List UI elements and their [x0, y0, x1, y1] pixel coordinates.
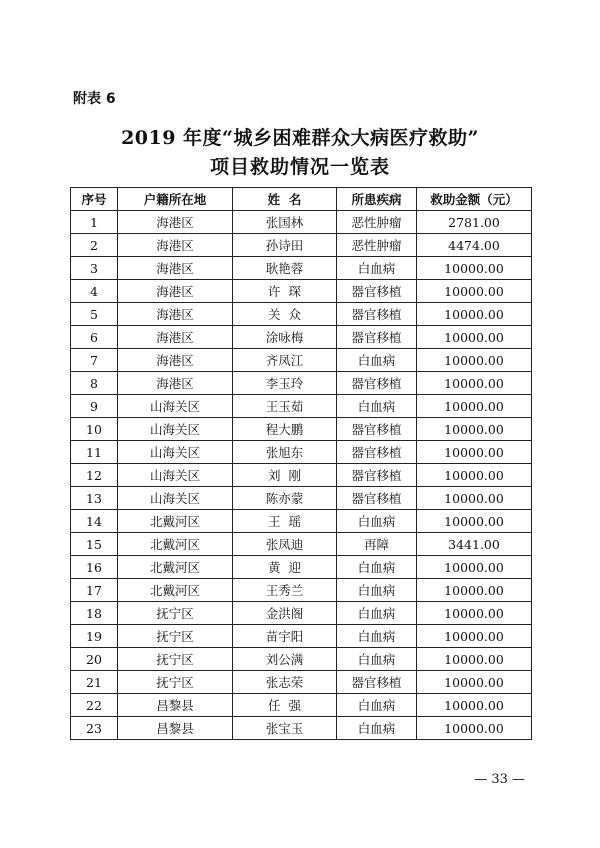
cell-disease: 白血病 [337, 556, 417, 579]
cell-serial-number: 8 [71, 372, 118, 395]
cell-household-registration: 山海关区 [118, 487, 233, 510]
table-row [71, 280, 532, 303]
attachment-label: 附表 6 [73, 91, 116, 107]
table-row [71, 556, 532, 579]
cell-serial-number: 9 [71, 395, 118, 418]
cell-name: 王秀兰 [233, 579, 337, 602]
cell-aid-amount: 10000.00 [417, 694, 532, 717]
cell-disease: 白血病 [337, 648, 417, 671]
cell-name: 许 琛 [233, 280, 337, 303]
cell-aid-amount: 10000.00 [417, 257, 532, 280]
cell-disease: 白血病 [337, 602, 417, 625]
table-row [71, 211, 532, 234]
cell-disease: 器官移植 [337, 441, 417, 464]
cell-name: 张宝玉 [233, 717, 337, 740]
cell-aid-amount: 10000.00 [417, 372, 532, 395]
table-row [71, 326, 532, 349]
cell-household-registration: 抚宁区 [118, 671, 233, 694]
cell-name: 关 众 [233, 303, 337, 326]
cell-serial-number: 1 [71, 211, 118, 234]
cell-household-registration: 昌黎县 [118, 717, 233, 740]
cell-name: 刘公满 [233, 648, 337, 671]
cell-serial-number: 17 [71, 579, 118, 602]
page-number: — 33 — [474, 772, 525, 787]
cell-aid-amount: 10000.00 [417, 510, 532, 533]
cell-household-registration: 山海关区 [118, 441, 233, 464]
cell-disease: 白血病 [337, 257, 417, 280]
cell-aid-amount: 10000.00 [417, 441, 532, 464]
cell-disease: 器官移植 [337, 280, 417, 303]
cell-aid-amount: 10000.00 [417, 395, 532, 418]
cell-serial-number: 10 [71, 418, 118, 441]
header-household-registration: 户籍所在地 [118, 188, 233, 211]
cell-aid-amount: 10000.00 [417, 280, 532, 303]
cell-serial-number: 20 [71, 648, 118, 671]
table-row [71, 648, 532, 671]
cell-disease: 白血病 [337, 395, 417, 418]
cell-household-registration: 北戴河区 [118, 533, 233, 556]
cell-household-registration: 山海关区 [118, 395, 233, 418]
cell-name: 任 强 [233, 694, 337, 717]
cell-name: 陈亦蒙 [233, 487, 337, 510]
cell-aid-amount: 10000.00 [417, 625, 532, 648]
table-row [71, 234, 532, 257]
cell-name: 黄 迎 [233, 556, 337, 579]
document-title-line-2: 项目救助情况一览表 [209, 156, 390, 178]
cell-disease: 再障 [337, 533, 417, 556]
cell-name: 张旭东 [233, 441, 337, 464]
cell-disease: 器官移植 [337, 487, 417, 510]
cell-name: 王 瑶 [233, 510, 337, 533]
table-row [71, 579, 532, 602]
cell-disease: 白血病 [337, 625, 417, 648]
cell-serial-number: 5 [71, 303, 118, 326]
header-aid-amount: 救助金额（元） [417, 188, 532, 211]
cell-name: 张志荣 [233, 671, 337, 694]
cell-household-registration: 海港区 [118, 326, 233, 349]
cell-disease: 器官移植 [337, 326, 417, 349]
cell-disease: 器官移植 [337, 372, 417, 395]
cell-aid-amount: 10000.00 [417, 602, 532, 625]
table-row [71, 487, 532, 510]
cell-household-registration: 海港区 [118, 234, 233, 257]
cell-serial-number: 18 [71, 602, 118, 625]
cell-household-registration: 海港区 [118, 211, 233, 234]
cell-household-registration: 抚宁区 [118, 625, 233, 648]
table-row [71, 464, 532, 487]
cell-disease: 器官移植 [337, 464, 417, 487]
cell-aid-amount: 10000.00 [417, 671, 532, 694]
cell-serial-number: 21 [71, 671, 118, 694]
cell-serial-number: 19 [71, 625, 118, 648]
cell-aid-amount: 10000.00 [417, 326, 532, 349]
cell-disease: 恶性肿瘤 [337, 234, 417, 257]
cell-name: 涂咏梅 [233, 326, 337, 349]
cell-household-registration: 北戴河区 [118, 579, 233, 602]
document-title-line-1: 2019 年度“城乡困难群众大病医疗救助” [121, 127, 479, 149]
cell-serial-number: 3 [71, 257, 118, 280]
cell-disease: 白血病 [337, 717, 417, 740]
table-row [71, 625, 532, 648]
cell-aid-amount: 10000.00 [417, 648, 532, 671]
cell-serial-number: 15 [71, 533, 118, 556]
cell-household-registration: 海港区 [118, 372, 233, 395]
cell-disease: 白血病 [337, 579, 417, 602]
table-row [71, 418, 532, 441]
cell-serial-number: 2 [71, 234, 118, 257]
table-row [71, 533, 532, 556]
cell-disease: 白血病 [337, 510, 417, 533]
cell-name: 金洪阁 [233, 602, 337, 625]
table-row [71, 717, 532, 740]
cell-name: 李玉玲 [233, 372, 337, 395]
table-row [71, 671, 532, 694]
table-row [71, 257, 532, 280]
table-row [71, 395, 532, 418]
cell-household-registration: 北戴河区 [118, 510, 233, 533]
cell-name: 齐凤江 [233, 349, 337, 372]
cell-household-registration: 海港区 [118, 349, 233, 372]
cell-name: 王玉茹 [233, 395, 337, 418]
relief-table [70, 187, 532, 740]
cell-household-registration: 北戴河区 [118, 556, 233, 579]
table-row [71, 602, 532, 625]
header-name: 姓 名 [233, 188, 337, 211]
table-row [71, 349, 532, 372]
cell-disease: 白血病 [337, 349, 417, 372]
cell-aid-amount: 10000.00 [417, 418, 532, 441]
cell-household-registration: 昌黎县 [118, 694, 233, 717]
cell-name: 张凤迪 [233, 533, 337, 556]
cell-household-registration: 抚宁区 [118, 648, 233, 671]
table-row [71, 303, 532, 326]
cell-serial-number: 4 [71, 280, 118, 303]
cell-serial-number: 22 [71, 694, 118, 717]
cell-serial-number: 6 [71, 326, 118, 349]
table-row [71, 510, 532, 533]
header-serial-number: 序号 [71, 188, 118, 211]
cell-aid-amount: 4474.00 [417, 234, 532, 257]
cell-aid-amount: 10000.00 [417, 349, 532, 372]
cell-name: 耿艳蓉 [233, 257, 337, 280]
cell-aid-amount: 10000.00 [417, 487, 532, 510]
cell-serial-number: 13 [71, 487, 118, 510]
cell-serial-number: 14 [71, 510, 118, 533]
cell-aid-amount: 2781.00 [417, 211, 532, 234]
cell-disease: 器官移植 [337, 671, 417, 694]
cell-serial-number: 23 [71, 717, 118, 740]
cell-serial-number: 16 [71, 556, 118, 579]
cell-aid-amount: 10000.00 [417, 717, 532, 740]
cell-name: 苗宇阳 [233, 625, 337, 648]
cell-name: 程大鹏 [233, 418, 337, 441]
cell-serial-number: 11 [71, 441, 118, 464]
table-row [71, 372, 532, 395]
cell-serial-number: 12 [71, 464, 118, 487]
table-row [71, 694, 532, 717]
cell-disease: 恶性肿瘤 [337, 211, 417, 234]
cell-aid-amount: 10000.00 [417, 303, 532, 326]
cell-aid-amount: 10000.00 [417, 464, 532, 487]
cell-name: 孙诗田 [233, 234, 337, 257]
cell-aid-amount: 10000.00 [417, 579, 532, 602]
table-row [71, 441, 532, 464]
cell-name: 张国林 [233, 211, 337, 234]
cell-household-registration: 抚宁区 [118, 602, 233, 625]
table-body [71, 211, 532, 740]
cell-name: 刘 刚 [233, 464, 337, 487]
header-disease: 所患疾病 [337, 188, 417, 211]
cell-household-registration: 海港区 [118, 257, 233, 280]
table-header-row [71, 188, 532, 211]
cell-household-registration: 海港区 [118, 280, 233, 303]
cell-aid-amount: 3441.00 [417, 533, 532, 556]
cell-aid-amount: 10000.00 [417, 556, 532, 579]
cell-serial-number: 7 [71, 349, 118, 372]
cell-household-registration: 山海关区 [118, 418, 233, 441]
cell-disease: 器官移植 [337, 303, 417, 326]
cell-disease: 白血病 [337, 694, 417, 717]
cell-household-registration: 山海关区 [118, 464, 233, 487]
cell-disease: 器官移植 [337, 418, 417, 441]
cell-household-registration: 海港区 [118, 303, 233, 326]
